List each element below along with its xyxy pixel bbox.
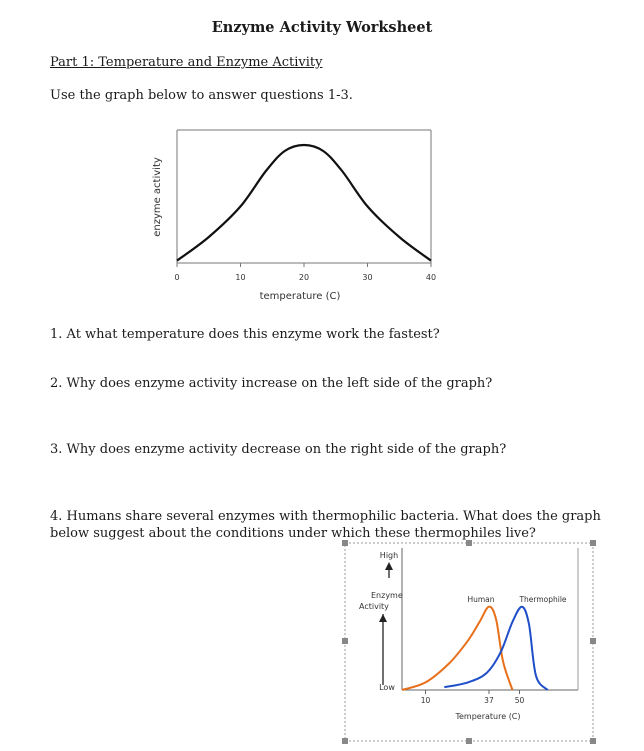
question-2: 2. Why does enzyme activity increase on the left side of the graph? <box>50 376 493 391</box>
question-4-line-1: 4. Humans share several enzymes with thermophilic bacteria. What does the graph <box>50 509 601 524</box>
chart2-up-arrowhead <box>385 562 393 570</box>
chart2-legend-thermophile: Thermophile <box>519 595 567 604</box>
chart2-mid-arrowhead <box>379 614 387 622</box>
chart2-tick-label-37: 37 <box>484 696 494 705</box>
chart1-tick-label-20: 20 <box>298 273 310 282</box>
chart2-y-low: Low <box>379 683 395 692</box>
chart1-group <box>152 130 436 302</box>
worksheet-title: Enzyme Activity Worksheet <box>211 19 433 36</box>
chart2-tick-label-10: 10 <box>420 696 431 705</box>
chart1-ylabel: enzyme activity <box>152 157 163 237</box>
question-4 <box>50 508 610 542</box>
chart2-group <box>342 540 596 744</box>
chart2-ylabel-2: Activity <box>359 602 389 611</box>
chart1-tick-label-10: 10 <box>235 273 246 282</box>
question-1: 1. At what temperature does this enzyme work the fastest? <box>50 327 440 342</box>
chart1-tick-label-40: 40 <box>425 273 437 282</box>
chart1-xlabel: temperature (C) <box>259 291 341 302</box>
question-3: 3. Why does enzyme activity decrease on the right side of the graph? <box>50 442 507 457</box>
chart2-handle-mr[interactable] <box>590 638 596 644</box>
question-4-line-2: below suggest about the conditions under which these thermophiles live? <box>50 526 536 541</box>
chart2-legend-human: Human <box>467 595 495 604</box>
chart1-tick-label-0: 0 <box>174 273 180 282</box>
chart2-xlabel: Temperature (C) <box>455 712 521 721</box>
part1-heading: Part 1: Temperature and Enzyme Activity <box>50 55 323 70</box>
chart1-series-enzyme <box>177 145 431 261</box>
chart2-ylabel-1: Enzyme <box>371 591 403 600</box>
intro-text: Use the graph below to answer questions 1-3. <box>50 88 353 103</box>
chart2-tick-label-50: 50 <box>514 696 525 705</box>
chart2-handle-ml[interactable] <box>342 638 348 644</box>
chart2-handle-bm[interactable] <box>466 738 472 744</box>
chart2-series-human <box>402 607 513 690</box>
chart2-handle-br[interactable] <box>590 738 596 744</box>
chart2-y-high: High <box>379 551 399 560</box>
chart1-tick-label-30: 30 <box>362 273 373 282</box>
chart2-handle-bl[interactable] <box>342 738 348 744</box>
